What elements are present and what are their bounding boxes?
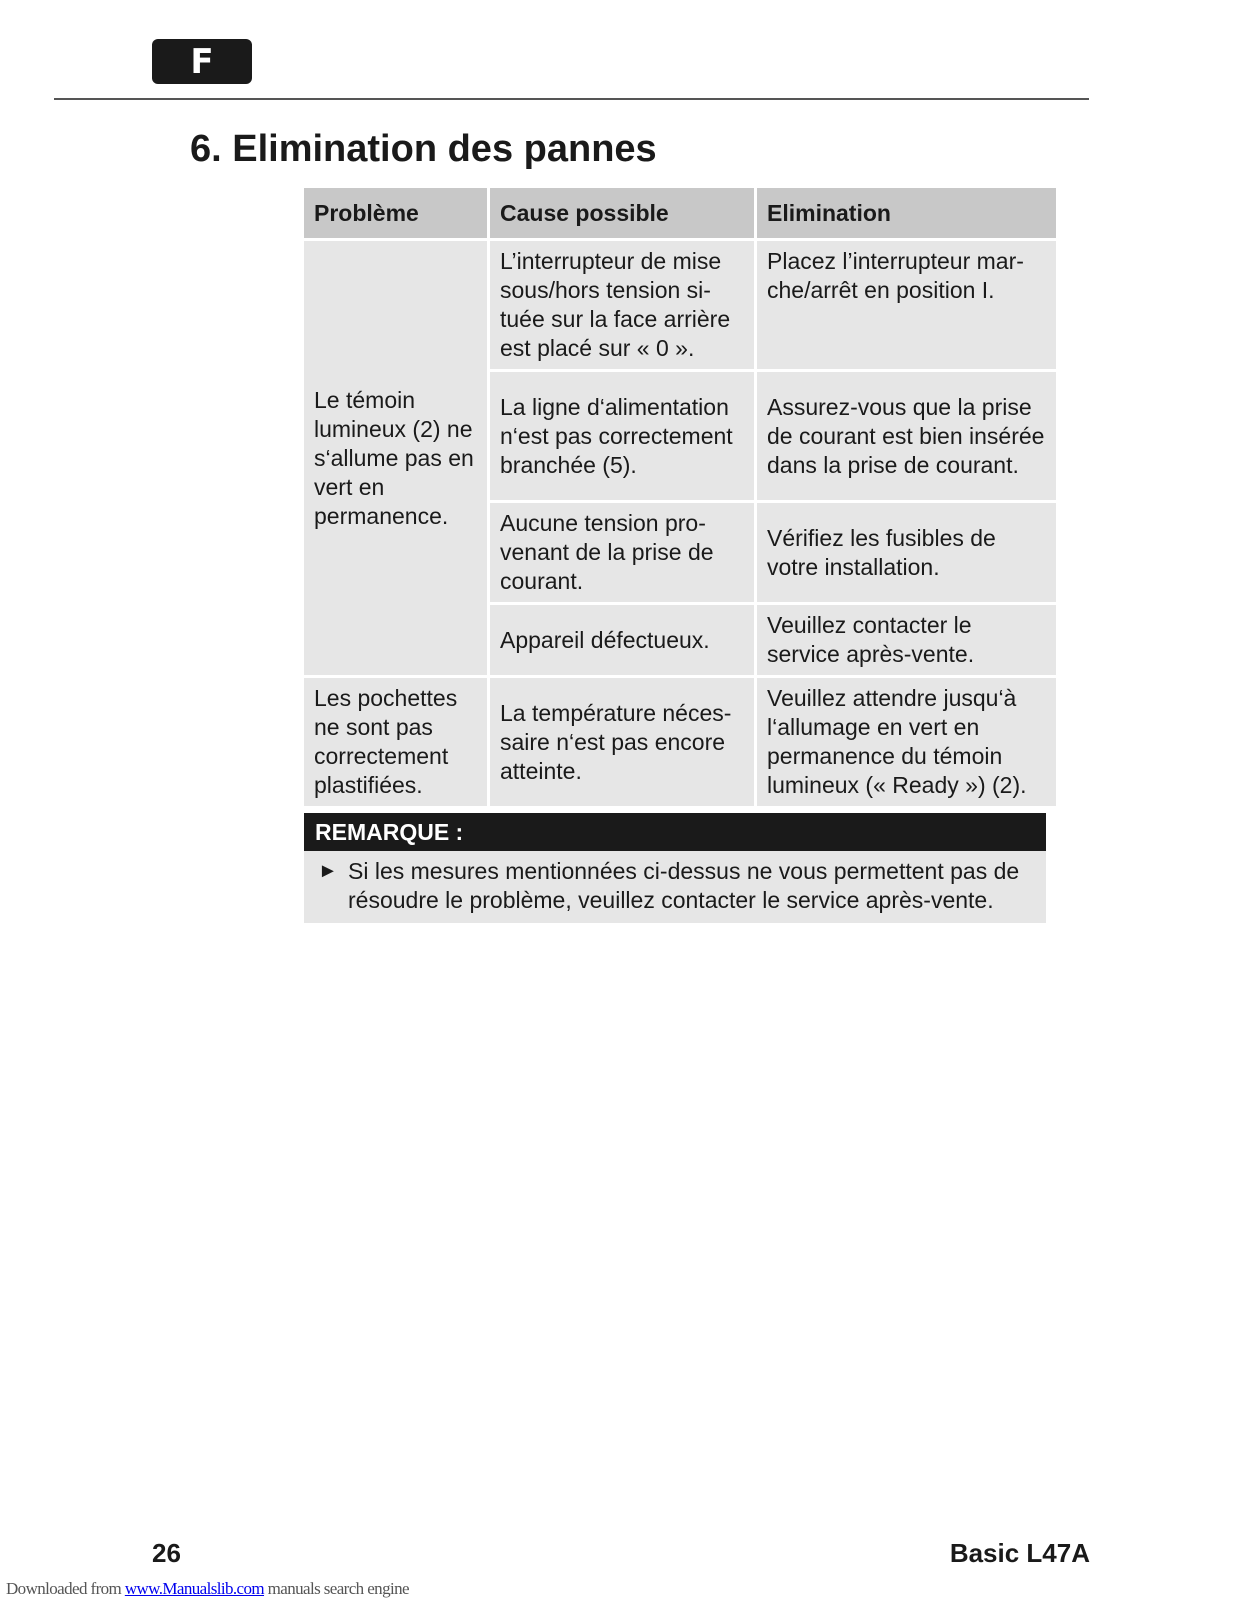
download-note-prefix: Downloaded from	[6, 1579, 125, 1598]
cause-cell: La ligne d‘alimentation n‘est pas correctement branchée (5).	[490, 372, 754, 500]
table-header-row	[304, 188, 1056, 238]
language-tab: F	[152, 39, 252, 84]
download-note	[6, 1579, 409, 1599]
manualslib-link[interactable]: www.Manualslib.com	[124, 1579, 265, 1598]
note-text: Si les mesures mentionnées ci-dessus ne vous permettent pas de résoudre le problème, veuillez contacter le service après-vente.	[348, 858, 1020, 913]
cause-cell: L’interrupteur de mise sous/hors tension si-tuée sur la face arrière est placé sur « 0 ».	[490, 241, 754, 369]
note-body	[304, 851, 1046, 923]
elimination-cell: Assurez-vous que la prise de courant est bien insérée dans la prise de courant.	[757, 372, 1056, 500]
note-box	[304, 813, 1046, 923]
note-title: REMARQUE :	[304, 813, 1046, 851]
page-number: 26	[152, 1538, 181, 1568]
table-row	[304, 241, 1056, 369]
troubleshooting-table	[301, 185, 1059, 809]
cause-cell: Aucune tension pro-venant de la prise de courant.	[490, 503, 754, 602]
elimination-cell: Placez l’interrupteur mar-che/arrêt en position I.	[757, 241, 1056, 369]
bullet-arrow-icon: ►	[318, 860, 338, 882]
elimination-cell: Veuillez contacter le service après-vente.	[757, 605, 1056, 675]
table-row	[304, 678, 1056, 806]
problem-cell: Le témoin lumineux (2) ne s‘allume pas en vert en permanence.	[304, 241, 487, 675]
column-header-elimination: Elimination	[757, 188, 1056, 238]
column-header-probleme: Problème	[304, 188, 487, 238]
cause-cell: Appareil défectueux.	[490, 605, 754, 675]
header-divider	[54, 98, 1089, 100]
page-title: 6. Elimination des pannes	[190, 128, 657, 170]
elimination-cell: Veuillez attendre jusqu‘à l‘allumage en vert en permanence du témoin lumineux (« Ready ») (2).	[757, 678, 1056, 806]
model-name: Basic L47A	[949, 1538, 1090, 1568]
cause-cell: La température néces-saire n‘est pas encore atteinte.	[490, 678, 754, 806]
problem-cell: Les pochettes ne sont pas correctement plastifiées.	[304, 678, 487, 806]
elimination-cell: Vérifiez les fusibles de votre installation.	[757, 503, 1056, 602]
download-note-suffix: manuals search engine	[264, 1579, 409, 1598]
column-header-cause: Cause possible	[490, 188, 754, 238]
